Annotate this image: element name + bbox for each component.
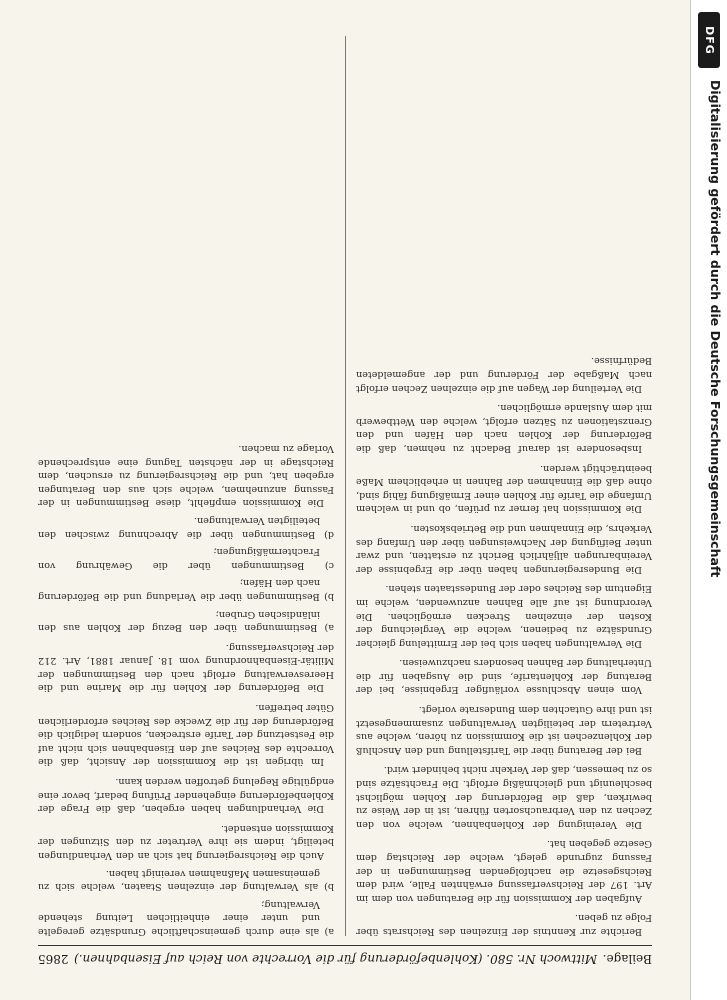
- paragraph: Die Kommission empfiehlt, diese Bestimmungen in der Fassung anzunehmen, welche sich aus den Beratungen ergeben hat, und die Reichsregierung zu ersuchen, dem Reichstage in der nächsten Tagung eine entsprechende Vorlage zu machen.: [38, 443, 334, 509]
- list-item: d) Bestimmungen über die Abrechnung zwischen den beteiligten Verwaltungen.: [38, 514, 334, 540]
- paragraph: Die Bundesregierungen haben über die Ergebnisse der Vereinbarungen alljährlich Bericht zu erstatten, und zwar unter Beifügung der Nachweisungen über den Umfang des Verkehrs, die Einnahmen und die Betriebskosten.: [356, 522, 652, 575]
- paragraph: Insbesondere ist darauf Bedacht zu nehmen, daß die Beförderung der Kohlen nach den Häfen und den Grenzstationen zu Sätzen erfolgt, welche den Wettbewerb mit dem Auslande ermöglichen.: [356, 402, 652, 454]
- paragraph: Die Beförderung der Kohlen für die Marine und die Heeresverwaltung erfolgt nach den Bestimmungen der Militär-Eisenbahnordnung vom 18. Januar 1881, Art. 212 der Reichsverfassung.: [38, 641, 334, 694]
- running-header: [38, 948, 652, 970]
- paragraph: Die Verhandlungen haben ergeben, daß die Frage der Kohlenbeförderung eingehender Prüfung bedarf, bevor eine endgültige Regelung getroffen werden kann.: [38, 776, 334, 815]
- paragraph: Auch die Reichsregierung hat sich an den Verhandlungen beteiligt, indem sie ihre Vertreter zu den Sitzungen der Kommission entsendet.: [38, 822, 334, 862]
- funding-note: Digitalisierung gefördert durch die Deutsche Forschungsgemeinschaft: [708, 80, 723, 578]
- header-rule: [38, 945, 652, 946]
- list-item: c) Bestimmungen über die Gewährung von Frachtermäßigungen;: [38, 546, 334, 571]
- page-number: 2865: [38, 952, 69, 966]
- funding-sidebar: [690, 0, 727, 1000]
- list-item: a) Bestimmungen über den Bezug der Kohlen aus den inländischen Gruben;: [38, 608, 334, 634]
- text-column-right: [38, 33, 334, 938]
- paragraph: Die Verwaltungen haben sich bei der Ermittelung gleicher Grundsätze zu bedienen, welche die Vergleichung der Kosten der einzelnen Strecken ermöglichen. Die Verordnung ist auf alle Bahnen anzuwenden, welche im Eigentum des Reiches oder der Bundesstaaten stehen.: [356, 583, 652, 649]
- dfg-logo-icon: [698, 12, 720, 68]
- text-column-left: [356, 33, 652, 938]
- paragraph: Die Vereinigung der Kohlenbahnen, welche von den Zechen zu den Verbrauchsorten führen, ist in der Weise zu bewirken, daß die Beförderung der Kohlen möglichst beschleunigt und gleichmäßig erfolgt. Die Frachtsätze sind so zu bemessen, daß der Verkehr nicht behindert wird.: [356, 764, 652, 830]
- list-item: b) als Verwaltung der einzelnen Staaten, welche sich zu gemeinsamen Maßnahmen vereinigt haben.: [38, 867, 334, 893]
- paragraph: Die Kommission hat ferner zu prüfen, ob und in welchem Umfange die Tarife für Kohlen einer Ermäßigung fähig sind, ohne daß die Einnahmen der Bahnen in erheblichem Maße beeinträchtigt werden.: [356, 462, 652, 515]
- dfg-logo-label: DFG: [702, 25, 716, 55]
- list-item: b) Bestimmungen über die Verladung und die Beförderung nach den Häfen;: [38, 577, 334, 602]
- page-body: [38, 25, 652, 970]
- paragraph: Berichte zur Kenntnis der Einzelnen des Reichsrats über Folge zu geben.: [356, 912, 652, 937]
- paragraph: Im übrigen ist die Kommission der Ansicht, daß die Vorrechte des Reiches auf den Eisenbahnen sich nicht auf die Festsetzung der Tarife erstrecken, sondern lediglich die Beförderung der für die Zwecke des Reiches erforderlichen Güter betreffen.: [38, 702, 334, 768]
- paragraph: Vom einen Abschlusse vorläufiger Ergebnisse, bei der Beratung der Kohlentarife, sind die Ausgaben für die Unterhaltung der Bahnen besonders nachzuweisen.: [356, 657, 652, 696]
- list-item: a) als eine durch gemeinschaftliche Grundsätze geregelte und unter einer einheitlichen Leitung stehende Verwaltung;: [38, 898, 334, 937]
- header-section: Beilage.: [602, 952, 652, 966]
- paragraph: Die Verteilung der Wagen auf die einzelnen Zechen erfolgt nach Maßgabe der Förderung und der angemeldeten Bedürfnisse.: [356, 355, 652, 394]
- paragraph: Aufgaben der Kommission für die Beratungen von dem im Art. 197 der Reichsverfassung erwähnten Falle, wird dem Reichsgesetze die nachfolgenden Bestimmungen in der Fassung zugrunde gelegt, welche der Reichstag dem Gesetze gegeben hat.: [356, 838, 652, 904]
- header-title: Mittwoch Nr. 580. (Kohlenbeförderung für die Vorrechte von Reich auf Eisenbahnen.): [74, 952, 598, 966]
- paragraph: Bei der Beratung über die Tarifstellung und den Anschluß der Kohlenzechen ist die Kommission zu hören, welche aus Vertretern der beteiligten Verwaltungen zusammengesetzt ist und ihre Gutachten dem Bundesrate vorlegt.: [356, 704, 652, 756]
- column-divider: [345, 36, 346, 936]
